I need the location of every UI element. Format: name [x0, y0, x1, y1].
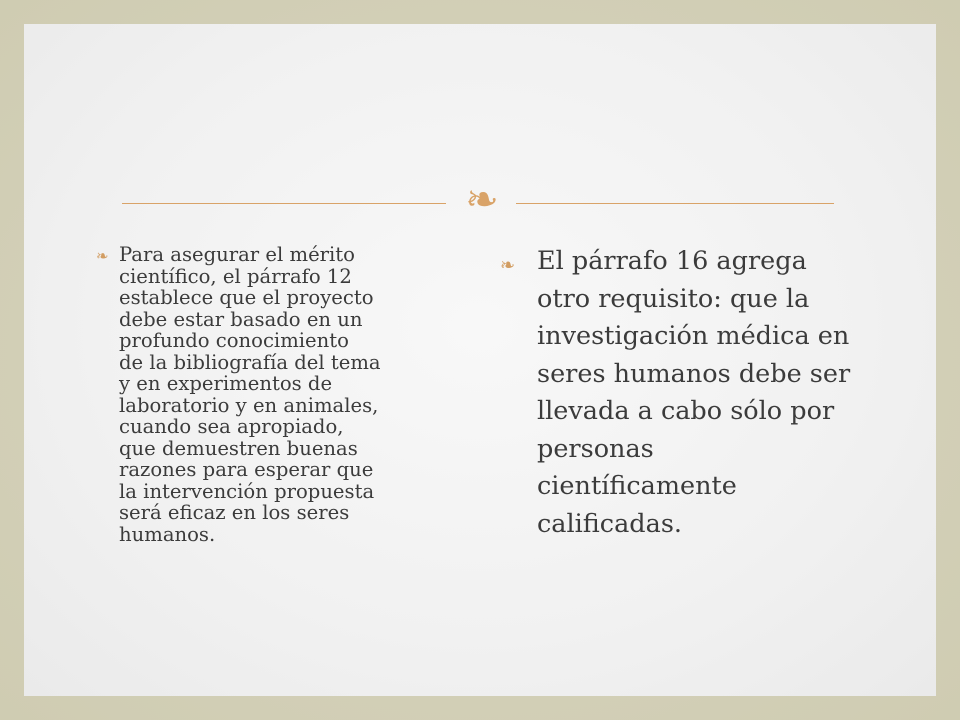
right-line: investigación médica en: [537, 321, 850, 351]
bullet-ornament-icon: ❧: [500, 255, 516, 276]
right-line: científicamente: [537, 471, 737, 501]
left-line: humanos.: [119, 522, 216, 546]
right-line: otro requisito: que la: [537, 283, 810, 314]
title-rule-left: [122, 203, 446, 204]
left-bullet-paragraph: [96, 244, 468, 545]
right-line: personas: [537, 433, 654, 464]
bullet-ornament-icon: ❧: [96, 247, 109, 265]
left-line: laboratorio y en animales,: [119, 393, 379, 417]
left-line: que demuestren buenas: [119, 436, 358, 460]
right-line: llevada a cabo sólo por: [537, 396, 835, 426]
left-line: cuando sea apropiado,: [119, 415, 344, 438]
left-line: profundo conocimiento: [119, 329, 349, 352]
left-line: establece que el proyecto: [119, 286, 374, 309]
title-rule-right: [516, 203, 834, 204]
left-line: y en experimentos de: [119, 372, 333, 395]
right-bullet-paragraph: [500, 243, 890, 543]
title-ornament-icon: ❧: [465, 177, 499, 223]
left-line: Para asegurar el mérito: [119, 243, 355, 266]
right-line: El párrafo 16 agrega: [537, 246, 807, 276]
left-line: razones para esperar que: [119, 458, 374, 481]
right-paragraph-text: [500, 243, 890, 543]
right-line: seres humanos debe ser: [537, 358, 851, 389]
left-line: la intervención propuesta: [119, 479, 375, 503]
left-line: debe estar basado en un: [119, 307, 363, 331]
left-line: científico, el párrafo 12: [119, 264, 352, 288]
left-paragraph-text: [96, 244, 468, 545]
left-line: de la bibliografía del tema: [119, 350, 381, 374]
left-line: será eficaz en los seres: [119, 501, 350, 524]
right-line: calificadas.: [537, 508, 683, 539]
